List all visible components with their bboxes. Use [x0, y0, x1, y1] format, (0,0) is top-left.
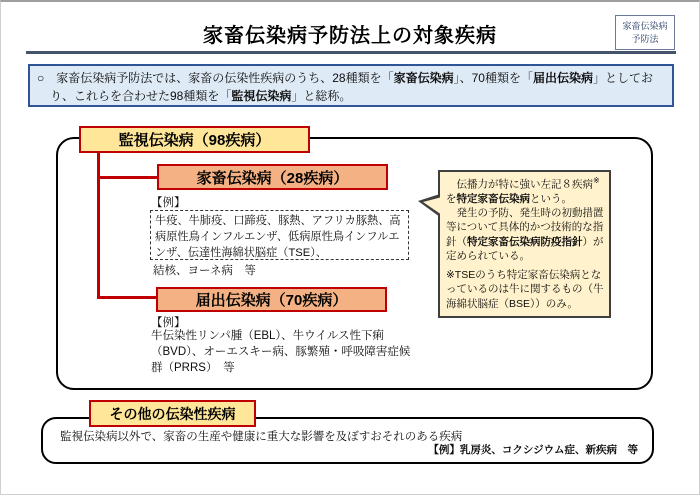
- callout-pointer-fill: [423, 197, 442, 215]
- notice-seg: 」と総称。: [291, 89, 352, 103]
- summary-notice-box: [28, 64, 674, 107]
- kachiku-other-examples: 結核、ヨーネ病 等: [153, 265, 256, 277]
- other-diseases-examples: 【例】乳房炎、コクシジウム症、新疾病 等: [428, 444, 638, 456]
- page-title: 家畜伝染病予防法上の対象疾病: [203, 25, 497, 47]
- callout-seg: 発生の予防、発生時の初動措置等について具体的かつ技術的な指針（: [446, 207, 604, 248]
- notice-seg: 」としており、これらを合わせた98種類を「: [50, 71, 654, 103]
- notice-term-kanshi: 監視伝染病: [231, 89, 292, 103]
- callout-seg: を: [446, 192, 457, 205]
- callout-paragraph-2: [446, 206, 604, 263]
- law-corner-tag-line1: 家畜伝染病: [622, 21, 668, 32]
- callout-term-guideline: 特定家畜伝染病防疫指針: [467, 235, 583, 248]
- notice-term-todokede: 届出伝染病: [532, 71, 593, 85]
- other-diseases-description: 監視伝染病以外で、家畜の生産や健康に重大な影響を及ぼすおそれのある疾病: [60, 431, 463, 443]
- callout-seg: ）が定められている。: [446, 235, 604, 262]
- callout-paragraph-1: [446, 176, 604, 206]
- connector-vertical-line: [97, 153, 100, 299]
- todokede-example-label: 【例】: [151, 317, 186, 329]
- notice-term-kachiku: 家畜伝染病: [393, 71, 454, 85]
- title-underline: [26, 51, 676, 54]
- notice-seg: 」、70種類を「: [453, 71, 533, 85]
- law-corner-tag-line2: 予防法: [631, 33, 659, 44]
- kanshi-densenbyo-header: [79, 126, 310, 153]
- callout-footnote: ※TSEのうち特定家畜伝染病となっているのは牛に関するもの（牛海綿状脳症（BSE））のみ。: [446, 269, 604, 310]
- connector-to-kachiku: [97, 176, 159, 179]
- specified-diseases-dashed-box: 牛疫、牛肺疫、口蹄疫、豚熱、アフリカ豚熱、高病原性鳥インフルエンザ、低病原性鳥インフルエンザ、伝達性海綿状脳症（TSE）、: [150, 210, 409, 260]
- specified-disease-callout: [438, 170, 611, 318]
- callout-seg: 伝播力が特に強い左記８疾病: [446, 178, 593, 191]
- summary-notice-text: [37, 69, 664, 105]
- todokede-densenbyo-label: 届出伝染病（70疾病）: [195, 292, 348, 309]
- kanshi-densenbyo-label: 監視伝染病（98疾病）: [118, 132, 271, 149]
- other-diseases-header: [89, 400, 256, 427]
- todokede-examples: 牛伝染性リンパ腫（EBL）、牛ウイルス性下痢（BVD）、オーエスキー病、豚繁殖・呼吸障害症候群（PRRS） 等: [151, 330, 411, 375]
- callout-term-specified: 特定家畜伝染病: [456, 192, 530, 205]
- callout-seg: という。: [530, 192, 572, 205]
- kachiku-densenbyo-label: 家畜伝染病（28疾病）: [196, 169, 349, 187]
- kachiku-densenbyo-header: [157, 164, 388, 190]
- notice-seg: ○ 家畜伝染病予防法では、家畜の伝染性疾病のうち、28種類を「: [37, 71, 394, 85]
- kachiku-example-label: 【例】: [151, 197, 186, 209]
- other-diseases-label: その他の伝染性疾病: [109, 405, 236, 422]
- law-corner-tag: [615, 15, 675, 50]
- todokede-densenbyo-header: [156, 287, 387, 312]
- connector-to-todokede: [97, 296, 158, 299]
- callout-asterisk: ※: [593, 176, 600, 185]
